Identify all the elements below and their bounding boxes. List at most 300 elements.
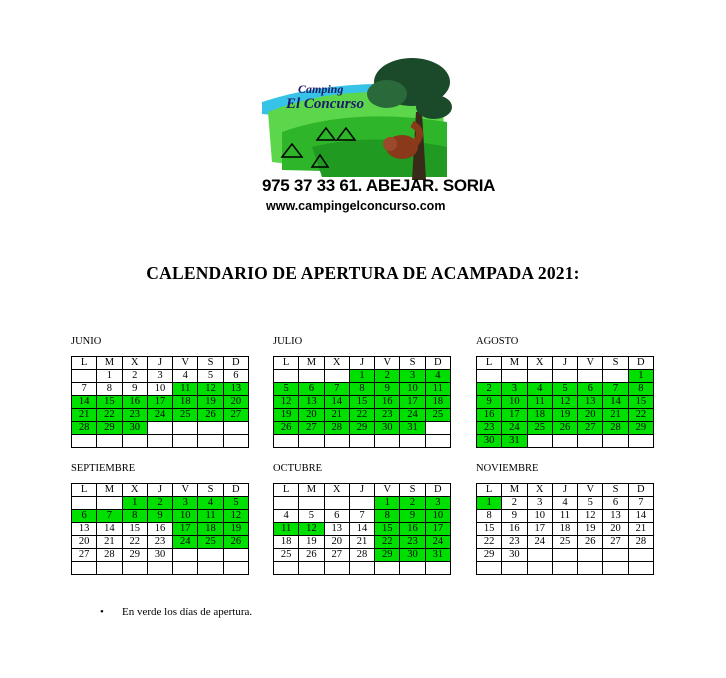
weekday-header: V <box>375 357 400 370</box>
day-cell: 3 <box>425 497 450 510</box>
empty-cell <box>628 562 653 575</box>
weekday-header: D <box>223 357 248 370</box>
day-cell: 29 <box>375 549 400 562</box>
weekday-header: J <box>147 357 172 370</box>
weekday-header-row <box>72 484 249 497</box>
month-table <box>476 356 654 448</box>
weekday-header: X <box>122 484 147 497</box>
day-cell: 20 <box>72 536 97 549</box>
empty-cell <box>603 549 628 562</box>
day-cell: 24 <box>147 409 172 422</box>
empty-cell <box>425 435 450 448</box>
day-cell: 21 <box>97 536 122 549</box>
day-cell: 18 <box>274 536 299 549</box>
day-cell: 23 <box>375 409 400 422</box>
weekday-header: L <box>274 357 299 370</box>
weekday-header-row <box>72 357 249 370</box>
day-cell: 13 <box>324 523 349 536</box>
day-cell: 15 <box>375 523 400 536</box>
day-cell: 1 <box>477 497 502 510</box>
day-cell: 14 <box>324 396 349 409</box>
empty-cell <box>72 435 97 448</box>
weekday-header: X <box>527 484 552 497</box>
week-row <box>72 536 249 549</box>
day-cell: 7 <box>628 497 653 510</box>
week-row <box>72 396 249 409</box>
empty-cell <box>299 562 324 575</box>
empty-cell <box>349 497 374 510</box>
empty-cell <box>274 562 299 575</box>
day-cell: 19 <box>552 409 577 422</box>
empty-cell <box>173 549 198 562</box>
day-cell: 31 <box>425 549 450 562</box>
week-row <box>274 536 451 549</box>
empty-cell <box>425 422 450 435</box>
day-cell: 15 <box>97 396 122 409</box>
day-cell: 3 <box>527 497 552 510</box>
month-table <box>273 356 451 448</box>
day-cell: 25 <box>274 549 299 562</box>
empty-cell <box>147 422 172 435</box>
day-cell: 3 <box>147 370 172 383</box>
weekday-header: L <box>477 484 502 497</box>
day-cell: 28 <box>72 422 97 435</box>
weekday-header: J <box>552 484 577 497</box>
weekday-header-row <box>477 357 654 370</box>
day-cell: 20 <box>223 396 248 409</box>
day-cell: 27 <box>324 549 349 562</box>
week-row <box>274 396 451 409</box>
day-cell: 4 <box>198 497 223 510</box>
empty-cell <box>425 562 450 575</box>
day-cell: 13 <box>223 383 248 396</box>
empty-cell <box>502 562 527 575</box>
weekday-header: M <box>299 484 324 497</box>
weekday-header: M <box>97 484 122 497</box>
day-cell: 6 <box>299 383 324 396</box>
week-row <box>72 383 249 396</box>
week-row <box>477 549 654 562</box>
day-cell: 15 <box>477 523 502 536</box>
empty-cell <box>324 370 349 383</box>
day-cell: 26 <box>223 536 248 549</box>
day-cell: 26 <box>578 536 603 549</box>
empty-cell <box>223 422 248 435</box>
week-row <box>274 383 451 396</box>
day-cell: 5 <box>299 510 324 523</box>
month-julio <box>273 336 453 448</box>
day-cell: 8 <box>349 383 374 396</box>
weekday-header: L <box>72 484 97 497</box>
legend <box>100 606 252 618</box>
empty-cell <box>97 497 122 510</box>
day-cell: 28 <box>603 422 628 435</box>
day-cell: 30 <box>122 422 147 435</box>
day-cell: 19 <box>198 396 223 409</box>
empty-cell <box>400 562 425 575</box>
empty-cell <box>552 435 577 448</box>
day-cell: 26 <box>198 409 223 422</box>
day-cell: 21 <box>349 536 374 549</box>
week-row <box>72 422 249 435</box>
empty-cell <box>274 435 299 448</box>
empty-cell <box>578 562 603 575</box>
month-name: OCTUBRE <box>273 463 323 474</box>
day-cell: 9 <box>502 510 527 523</box>
weekday-header: S <box>603 357 628 370</box>
page-title: CALENDARIO DE APERTURA DE ACAMPADA 2021: <box>146 263 580 283</box>
day-cell: 17 <box>527 523 552 536</box>
month-name: JUNIO <box>71 336 102 347</box>
weekday-header: D <box>223 484 248 497</box>
month-octubre <box>273 463 453 575</box>
weekday-header: S <box>400 357 425 370</box>
week-row <box>274 422 451 435</box>
weekday-header: X <box>324 484 349 497</box>
week-row <box>72 497 249 510</box>
day-cell: 11 <box>173 383 198 396</box>
weekday-header: M <box>299 357 324 370</box>
empty-cell <box>274 497 299 510</box>
day-cell: 12 <box>552 396 577 409</box>
month-noviembre <box>476 463 656 575</box>
empty-cell <box>628 435 653 448</box>
empty-cell <box>349 562 374 575</box>
weekday-header: S <box>198 357 223 370</box>
day-cell: 27 <box>603 536 628 549</box>
day-cell: 17 <box>173 523 198 536</box>
weekday-header: M <box>502 357 527 370</box>
empty-cell <box>223 549 248 562</box>
day-cell: 25 <box>198 536 223 549</box>
weekday-header: M <box>97 357 122 370</box>
empty-cell <box>72 562 97 575</box>
day-cell: 9 <box>477 396 502 409</box>
day-cell: 2 <box>400 497 425 510</box>
week-row <box>477 435 654 448</box>
day-cell: 7 <box>603 383 628 396</box>
weekday-header: D <box>425 357 450 370</box>
day-cell: 5 <box>223 497 248 510</box>
day-cell: 25 <box>527 422 552 435</box>
empty-cell <box>527 562 552 575</box>
week-row <box>477 396 654 409</box>
empty-cell <box>552 562 577 575</box>
weekday-header: X <box>324 357 349 370</box>
month-name: AGOSTO <box>476 336 519 347</box>
day-cell: 22 <box>375 536 400 549</box>
empty-cell <box>477 562 502 575</box>
day-cell: 18 <box>552 523 577 536</box>
day-cell: 7 <box>349 510 374 523</box>
day-cell: 23 <box>400 536 425 549</box>
day-cell: 6 <box>324 510 349 523</box>
day-cell: 14 <box>72 396 97 409</box>
weekday-header: J <box>147 484 172 497</box>
week-row <box>477 562 654 575</box>
camping-logo <box>262 52 462 180</box>
weekday-header: D <box>628 357 653 370</box>
day-cell: 12 <box>299 523 324 536</box>
day-cell: 11 <box>552 510 577 523</box>
day-cell: 5 <box>552 383 577 396</box>
day-cell: 26 <box>299 549 324 562</box>
day-cell: 24 <box>502 422 527 435</box>
day-cell: 14 <box>603 396 628 409</box>
month-junio <box>71 336 251 448</box>
empty-cell <box>198 435 223 448</box>
day-cell: 14 <box>97 523 122 536</box>
week-row <box>72 523 249 536</box>
day-cell: 22 <box>349 409 374 422</box>
day-cell: 31 <box>400 422 425 435</box>
day-cell: 3 <box>173 497 198 510</box>
empty-cell <box>173 562 198 575</box>
empty-cell <box>122 562 147 575</box>
day-cell: 29 <box>349 422 374 435</box>
day-cell: 26 <box>274 422 299 435</box>
day-cell: 8 <box>122 510 147 523</box>
weekday-header: S <box>198 484 223 497</box>
day-cell: 25 <box>425 409 450 422</box>
day-cell: 5 <box>198 370 223 383</box>
empty-cell <box>578 370 603 383</box>
week-row <box>274 523 451 536</box>
weekday-header-row <box>274 484 451 497</box>
week-row <box>72 562 249 575</box>
empty-cell <box>299 497 324 510</box>
day-cell: 9 <box>122 383 147 396</box>
day-cell: 9 <box>147 510 172 523</box>
day-cell: 16 <box>375 396 400 409</box>
day-cell: 30 <box>147 549 172 562</box>
weekday-header: D <box>425 484 450 497</box>
legend-text: En verde los días de apertura. <box>122 606 253 618</box>
weekday-header: V <box>578 484 603 497</box>
day-cell: 1 <box>375 497 400 510</box>
empty-cell <box>173 435 198 448</box>
week-row <box>477 536 654 549</box>
month-name: NOVIEMBRE <box>476 463 539 474</box>
weekday-header: J <box>552 357 577 370</box>
day-cell: 27 <box>72 549 97 562</box>
day-cell: 15 <box>122 523 147 536</box>
day-cell: 1 <box>97 370 122 383</box>
day-cell: 27 <box>299 422 324 435</box>
empty-cell <box>324 562 349 575</box>
week-row <box>477 510 654 523</box>
week-row <box>477 523 654 536</box>
week-row <box>274 370 451 383</box>
website-text: www.campingelconcurso.com <box>266 199 446 213</box>
day-cell: 16 <box>477 409 502 422</box>
day-cell: 28 <box>97 549 122 562</box>
week-row <box>477 383 654 396</box>
empty-cell <box>299 435 324 448</box>
weekday-header: V <box>173 484 198 497</box>
day-cell: 23 <box>122 409 147 422</box>
weekday-header: S <box>603 484 628 497</box>
day-cell: 3 <box>502 383 527 396</box>
day-cell: 21 <box>324 409 349 422</box>
empty-cell <box>578 549 603 562</box>
day-cell: 10 <box>425 510 450 523</box>
empty-cell <box>603 435 628 448</box>
weekday-header: V <box>173 357 198 370</box>
day-cell: 13 <box>299 396 324 409</box>
day-cell: 6 <box>72 510 97 523</box>
empty-cell <box>324 497 349 510</box>
empty-cell <box>603 562 628 575</box>
weekday-header: S <box>400 484 425 497</box>
weekday-header: V <box>578 357 603 370</box>
empty-cell <box>274 370 299 383</box>
day-cell: 5 <box>274 383 299 396</box>
empty-cell <box>527 370 552 383</box>
weekday-header: X <box>122 357 147 370</box>
weekday-header: L <box>274 484 299 497</box>
day-cell: 16 <box>147 523 172 536</box>
empty-cell <box>72 497 97 510</box>
day-cell: 4 <box>173 370 198 383</box>
empty-cell <box>477 370 502 383</box>
day-cell: 19 <box>578 523 603 536</box>
day-cell: 18 <box>173 396 198 409</box>
empty-cell <box>147 562 172 575</box>
empty-cell <box>72 370 97 383</box>
day-cell: 7 <box>97 510 122 523</box>
day-cell: 13 <box>72 523 97 536</box>
empty-cell <box>603 370 628 383</box>
day-cell: 10 <box>502 396 527 409</box>
day-cell: 23 <box>147 536 172 549</box>
week-row <box>477 409 654 422</box>
day-cell: 28 <box>349 549 374 562</box>
day-cell: 8 <box>477 510 502 523</box>
month-table <box>71 356 249 448</box>
week-row <box>274 497 451 510</box>
day-cell: 19 <box>223 523 248 536</box>
day-cell: 21 <box>72 409 97 422</box>
day-cell: 25 <box>173 409 198 422</box>
month-agosto <box>476 336 656 448</box>
day-cell: 7 <box>324 383 349 396</box>
day-cell: 4 <box>552 497 577 510</box>
empty-cell <box>375 562 400 575</box>
day-cell: 11 <box>274 523 299 536</box>
weekday-header-row <box>477 484 654 497</box>
day-cell: 6 <box>578 383 603 396</box>
week-row <box>274 510 451 523</box>
empty-cell <box>97 435 122 448</box>
day-cell: 1 <box>628 370 653 383</box>
day-cell: 30 <box>400 549 425 562</box>
day-cell: 12 <box>274 396 299 409</box>
day-cell: 18 <box>527 409 552 422</box>
day-cell: 16 <box>502 523 527 536</box>
weekday-header-row <box>274 357 451 370</box>
day-cell: 9 <box>400 510 425 523</box>
day-cell: 4 <box>274 510 299 523</box>
weekday-header: J <box>349 357 374 370</box>
weekday-header: J <box>349 484 374 497</box>
empty-cell <box>223 435 248 448</box>
day-cell: 6 <box>223 370 248 383</box>
week-row <box>274 562 451 575</box>
day-cell: 22 <box>122 536 147 549</box>
day-cell: 28 <box>628 536 653 549</box>
empty-cell <box>324 435 349 448</box>
month-table <box>273 483 451 575</box>
weekday-header: X <box>527 357 552 370</box>
day-cell: 14 <box>349 523 374 536</box>
day-cell: 18 <box>425 396 450 409</box>
empty-cell <box>400 435 425 448</box>
day-cell: 8 <box>375 510 400 523</box>
logo-camping-text: Camping <box>298 82 344 96</box>
day-cell: 13 <box>603 510 628 523</box>
day-cell: 17 <box>425 523 450 536</box>
day-cell: 11 <box>527 396 552 409</box>
camping-logo-graphic <box>262 52 462 180</box>
day-cell: 29 <box>97 422 122 435</box>
empty-cell <box>578 435 603 448</box>
day-cell: 16 <box>400 523 425 536</box>
day-cell: 25 <box>552 536 577 549</box>
week-row <box>477 497 654 510</box>
weekday-header: L <box>72 357 97 370</box>
week-row <box>72 549 249 562</box>
day-cell: 23 <box>502 536 527 549</box>
weekday-header: M <box>502 484 527 497</box>
empty-cell <box>527 435 552 448</box>
empty-cell <box>502 370 527 383</box>
day-cell: 4 <box>527 383 552 396</box>
day-cell: 13 <box>578 396 603 409</box>
day-cell: 29 <box>628 422 653 435</box>
day-cell: 20 <box>324 536 349 549</box>
day-cell: 19 <box>274 409 299 422</box>
day-cell: 12 <box>578 510 603 523</box>
month-table <box>71 483 249 575</box>
weekday-header: L <box>477 357 502 370</box>
day-cell: 21 <box>603 409 628 422</box>
day-cell: 10 <box>147 383 172 396</box>
day-cell: 2 <box>147 497 172 510</box>
day-cell: 23 <box>477 422 502 435</box>
day-cell: 1 <box>122 497 147 510</box>
month-name: JULIO <box>273 336 303 347</box>
week-row <box>274 549 451 562</box>
empty-cell <box>198 562 223 575</box>
week-row <box>477 370 654 383</box>
week-row <box>274 409 451 422</box>
weekday-header: D <box>628 484 653 497</box>
day-cell: 16 <box>122 396 147 409</box>
day-cell: 14 <box>628 510 653 523</box>
empty-cell <box>198 422 223 435</box>
day-cell: 17 <box>400 396 425 409</box>
month-name: SEPTIEMBRE <box>71 463 136 474</box>
day-cell: 6 <box>603 497 628 510</box>
day-cell: 11 <box>198 510 223 523</box>
empty-cell <box>173 422 198 435</box>
empty-cell <box>223 562 248 575</box>
day-cell: 10 <box>400 383 425 396</box>
day-cell: 11 <box>425 383 450 396</box>
day-cell: 19 <box>299 536 324 549</box>
month-septiembre <box>71 463 251 575</box>
